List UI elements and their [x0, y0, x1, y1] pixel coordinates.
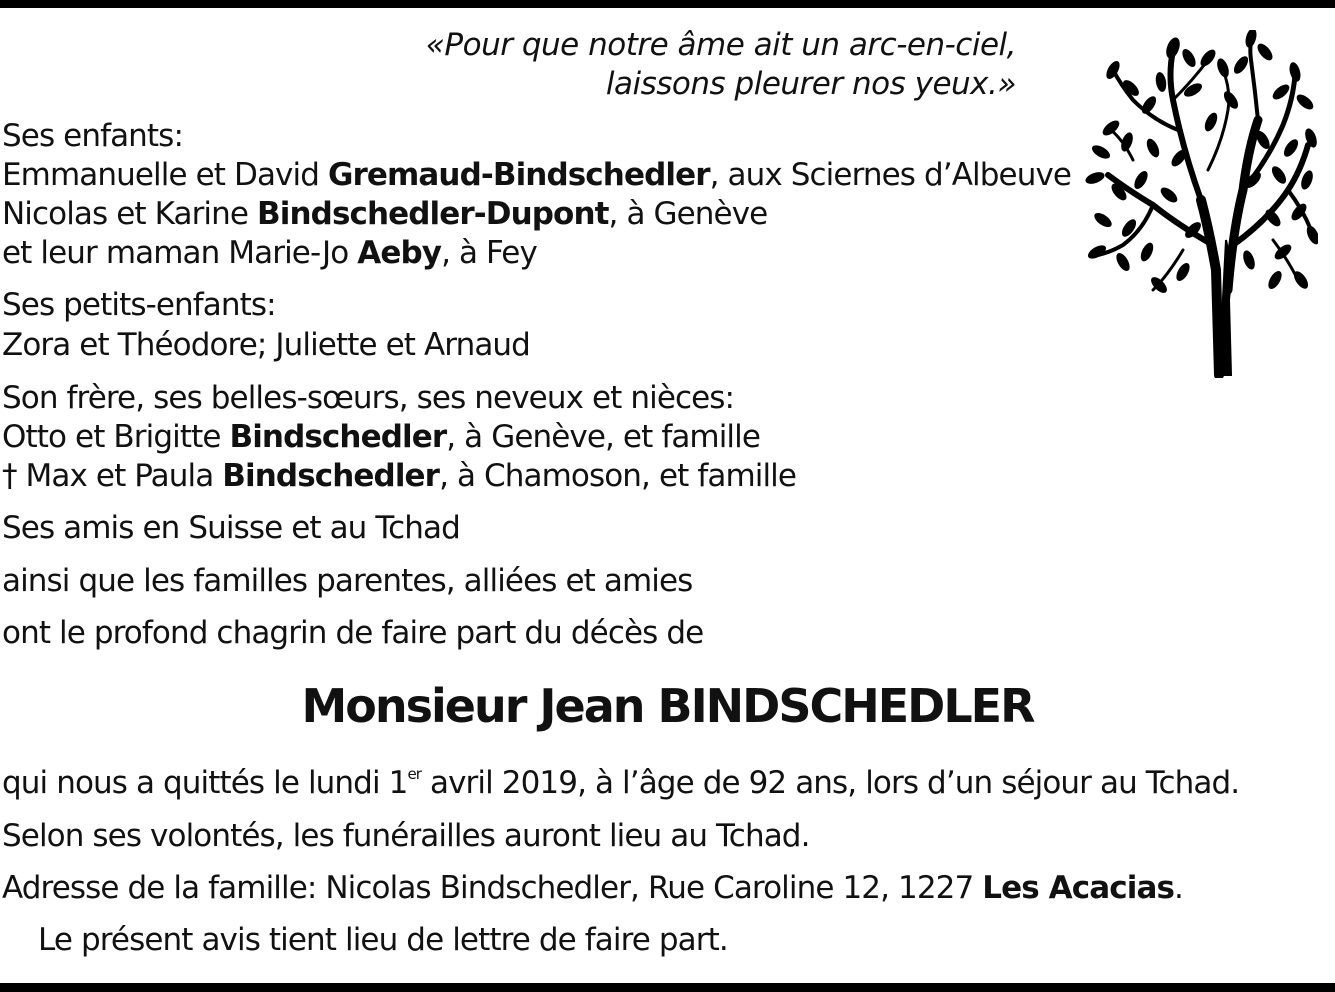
child-1-given: Emmanuelle et David	[2, 157, 328, 193]
sibling-2-place: , à Chamoson, et famille	[439, 458, 797, 494]
friends-line: Ses amis en Suisse et au Tchad	[2, 510, 460, 546]
sibling-2-family: Bindschedler	[222, 458, 440, 494]
children-heading: Ses enfants:	[2, 118, 183, 154]
child-line-3	[2, 234, 537, 273]
families-line: ainsi que les familles parentes, alliées et amies	[2, 563, 693, 599]
notice-line: Le présent avis tient lieu de lettre de faire part.	[38, 922, 728, 958]
address-locality: Les Acacias	[982, 870, 1175, 906]
child-1-family: Gremaud-Bindschedler	[327, 157, 710, 193]
grandchildren-heading: Ses petits-enfants:	[2, 287, 276, 323]
sibling-line-1	[2, 418, 760, 457]
death-line	[2, 764, 1239, 803]
deceased-name: Monsieur Jean BINDSCHEDLER	[301, 679, 1034, 733]
address-text: Adresse de la famille: Nicolas Bindschedler, Rue Caroline 12, 1227	[2, 870, 983, 906]
top-rule	[0, 0, 1335, 8]
announce-line: ont le profond chagrin de faire part du décès de	[2, 615, 704, 651]
death-before: qui nous a quittés le lundi 1	[2, 765, 408, 801]
address-end: .	[1174, 870, 1184, 906]
sibling-line-2	[2, 457, 796, 496]
tree-icon	[1083, 30, 1318, 378]
child-3-given: et leur maman Marie-Jo	[2, 235, 358, 271]
child-line-2	[2, 195, 767, 234]
child-line-1	[2, 156, 1071, 195]
sibling-1-given: Otto et Brigitte	[2, 419, 230, 455]
death-after: avril 2019, à l’âge de 92 ans, lors d’un séjour au Tchad.	[421, 765, 1240, 801]
sibling-1-family: Bindschedler	[229, 419, 447, 455]
funeral-line: Selon ses volontés, les funérailles auront lieu au Tchad.	[2, 818, 810, 854]
child-2-given: Nicolas et Karine	[2, 196, 258, 232]
sibling-2-given: † Max et Paula	[2, 458, 223, 494]
sibling-1-place: , à Genève, et famille	[446, 419, 761, 455]
bottom-rule	[0, 983, 1335, 992]
quote-line-2: laissons pleurer nos yeux.»	[605, 66, 1016, 102]
child-2-family: Bindschedler-Dupont	[257, 196, 609, 232]
death-ordinal: er	[407, 765, 422, 783]
quote-line-1: «Pour que notre âme ait un arc-en-ciel,	[425, 27, 1016, 63]
child-1-place: , aux Sciernes d’Albeuve	[709, 157, 1072, 193]
address-line	[2, 869, 1183, 908]
grandchildren-names: Zora et Théodore; Juliette et Arnaud	[2, 327, 530, 363]
siblings-heading: Son frère, ses belles-sœurs, ses neveux et nièces:	[2, 380, 735, 416]
epigraph-quote	[300, 26, 1016, 104]
child-3-family: Aeby	[357, 235, 442, 271]
child-2-place: , à Genève	[608, 196, 768, 232]
child-3-place: , à Fey	[441, 235, 537, 271]
